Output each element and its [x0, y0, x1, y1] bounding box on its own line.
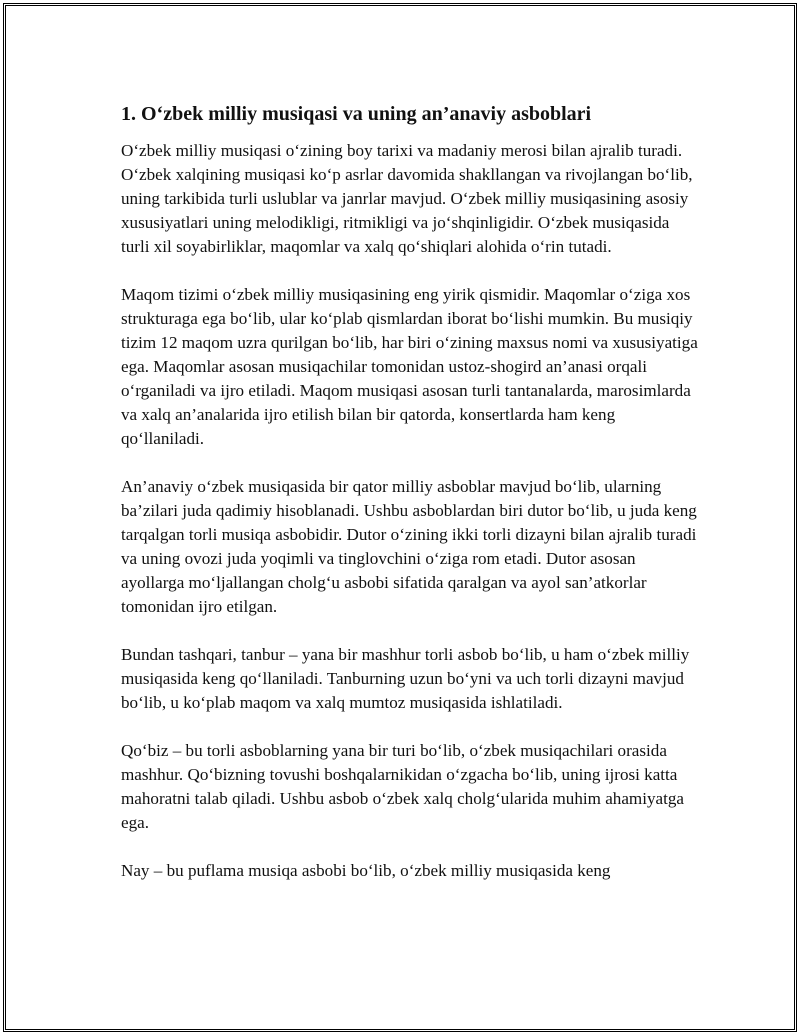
document-body: [121, 101, 701, 907]
paragraph-qobiz: Qo‘biz – bu torli asboblarning yana bir turi bo‘lib, o‘zbek musiqachilari orasida mashhur. Qo‘bizning tovushi boshqalarnikidan o‘zgacha bo‘lib, uning ijrosi katta mahoratni talab qiladi. Ushbu asbob o‘zbek xalq cholg‘ularida muhim ahamiyatga ega.: [121, 741, 684, 832]
paragraph-uzbek-music-overview: O‘zbek milliy musiqasi o‘zining boy tarixi va madaniy merosi bilan ajralib turadi. O‘zbek xalqining musiqasi ko‘p asrlar davomida shakllangan va rivojlangan bo‘lib, uning tarkibida turli uslublar va janrlar mavjud. O‘zbek milliy musiqasining asosiy xususiyatlari uning melodikligi, ritmikligi va jo‘shqinligidir. O‘zbek musiqasida turli xil soyabirliklar, maqomlar va xalq qo‘shiqlari alohida o‘rin tutadi.: [121, 141, 693, 256]
paragraph-nay: Nay – bu puflama musiqa asbobi bo‘lib, o‘zbek milliy musiqasida keng: [121, 861, 611, 880]
section-heading: 1. O‘zbek milliy musiqasi va uning an’anaviy asboblari: [121, 103, 592, 125]
paragraph-dutor: An’anaviy o‘zbek musiqasida bir qator milliy asboblar mavjud bo‘lib, ularning ba’zilari juda qadimiy hisoblanadi. Ushbu asboblardan biri dutor bo‘lib, u juda keng tarqalgan torli musiqa asbobidir. Dutor o‘zining ikki torli dizayni bilan ajralib turadi va uning ovozi juda yoqimli va tinglovchini o‘ziga rom etadi. Dutor asosan ayollarga mo‘ljallangan cholg‘u asbobi sifatida qaralgan va ayol san’atkorlar tomonidan ijro etilgan.: [121, 477, 697, 616]
paragraph-tanbur: Bundan tashqari, tanbur – yana bir mashhur torli asbob bo‘lib, u ham o‘zbek milliy musiqasida keng qo‘llaniladi. Tanburning uzun bo‘yni va uch torli dizayni mavjud bo‘lib, u ko‘plab maqom va xalq mumtoz musiqasida ishlatiladi.: [121, 645, 690, 712]
page-frame: [3, 3, 797, 1032]
paragraph-maqom-system: Maqom tizimi o‘zbek milliy musiqasining eng yirik qismidir. Maqomlar o‘ziga xos strukturaga ega bo‘lib, ular ko‘plab qismlardan iborat bo‘lishi mumkin. Bu musiqiy tizim 12 maqom uzra qurilgan bo‘lib, har biri o‘zining maxsus nomi va xususiyatiga ega. Maqomlar asosan musiqachilar tomonidan ustoz-shogird an’anasi orqali o‘rganiladi va ijro etiladi. Maqom musiqasi asosan turli tantanalarda, marosimlarda va xalq an’analarida ijro etilish bilan bir qatorda, konsertlarda ham keng qo‘llaniladi.: [121, 285, 698, 448]
